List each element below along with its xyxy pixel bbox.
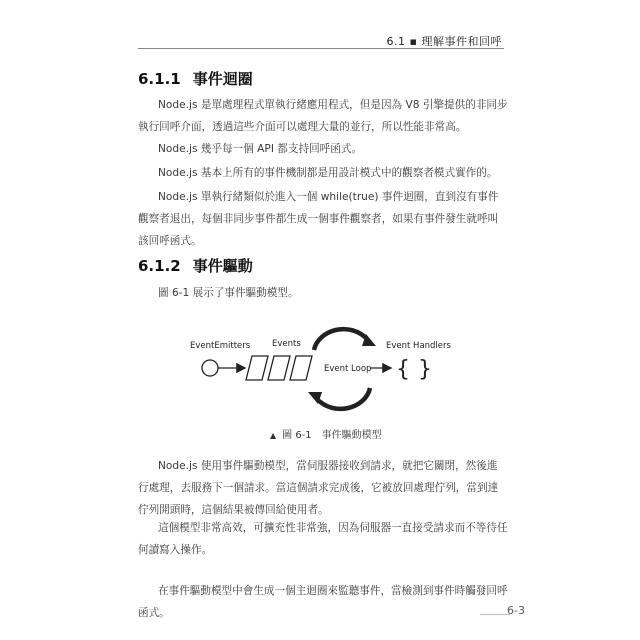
label-event-handlers: Event Handlers	[386, 341, 451, 351]
section-heading-6-1-2	[138, 255, 253, 276]
caption-triangle-marker: ▲	[270, 431, 277, 440]
handler-brace-close: }	[418, 357, 432, 382]
figure-caption	[270, 426, 382, 441]
section-number: 6.1.1	[138, 70, 181, 88]
figure-diagram	[190, 322, 460, 422]
section-heading-6-1-1	[138, 68, 253, 89]
paragraph: 在事件驅動模型中會生成一個主迴圈來監聽事件，當檢測到事件時觸發回呼函式。	[138, 585, 508, 619]
paragraph: 圖 6-1 展示了事件驅動模型。	[158, 287, 299, 299]
page-number-rule	[480, 614, 510, 615]
paragraph: Node.js 幾乎每一個 API 都支持回呼函式。	[158, 143, 363, 155]
paragraph: Node.js 基本上所有的事件機制都是用設計模式中的觀察者模式實作的。	[158, 167, 498, 179]
emitter-circle	[202, 360, 218, 376]
running-header: 6.1 ▪ 理解事件和回呼	[386, 35, 502, 48]
paragraph: 這個模型非常高效，可擴充性非常強，因為伺服器一直接受請求而不等待任何讀寫入操作。	[138, 522, 508, 556]
paragraph: Node.js 單執行緒類似於進入一個 while(true) 事件迴圈，直到沒有事件觀察者退出，每個非同步事件都生成一個事件觀察者，如果有事件發生就呼叫該回呼函式。	[138, 191, 499, 247]
loop-arc-bottom	[316, 388, 370, 409]
section-number: 6.1.2	[138, 257, 181, 275]
header-rule	[138, 48, 504, 49]
paragraph: Node.js 是單處理程式單執行緒應用程式，但是因為 V8 引擎提供的非同步執行回呼介面，透過這些介面可以處理大量的並行，所以性能非常高。	[138, 99, 508, 133]
section-title: 事件驅動	[192, 257, 253, 275]
loop-arc-top	[314, 329, 368, 350]
section-title: 事件迴圈	[192, 70, 253, 88]
label-event-loop: Event Loop	[324, 364, 372, 374]
caption-text: 圖 6-1 事件驅動模型	[282, 430, 382, 441]
label-events: Events	[272, 339, 301, 349]
label-event-emitters: EventEmitters	[190, 341, 251, 351]
event-box-3	[290, 356, 312, 380]
event-box-1	[246, 356, 268, 380]
handler-brace-open: {	[396, 357, 410, 382]
event-driven-model-figure	[190, 322, 460, 422]
paragraph: Node.js 使用事件驅動模型，當伺服器接收到請求，就把它關閉，然後進行處理，去服務下一個請求。當這個請求完成後，它被放回處理佇列，當到達佇列開頭時，這個結果被傳回給使用者。	[138, 460, 499, 516]
page-number: 6-3	[507, 604, 525, 617]
event-box-2	[268, 356, 290, 380]
